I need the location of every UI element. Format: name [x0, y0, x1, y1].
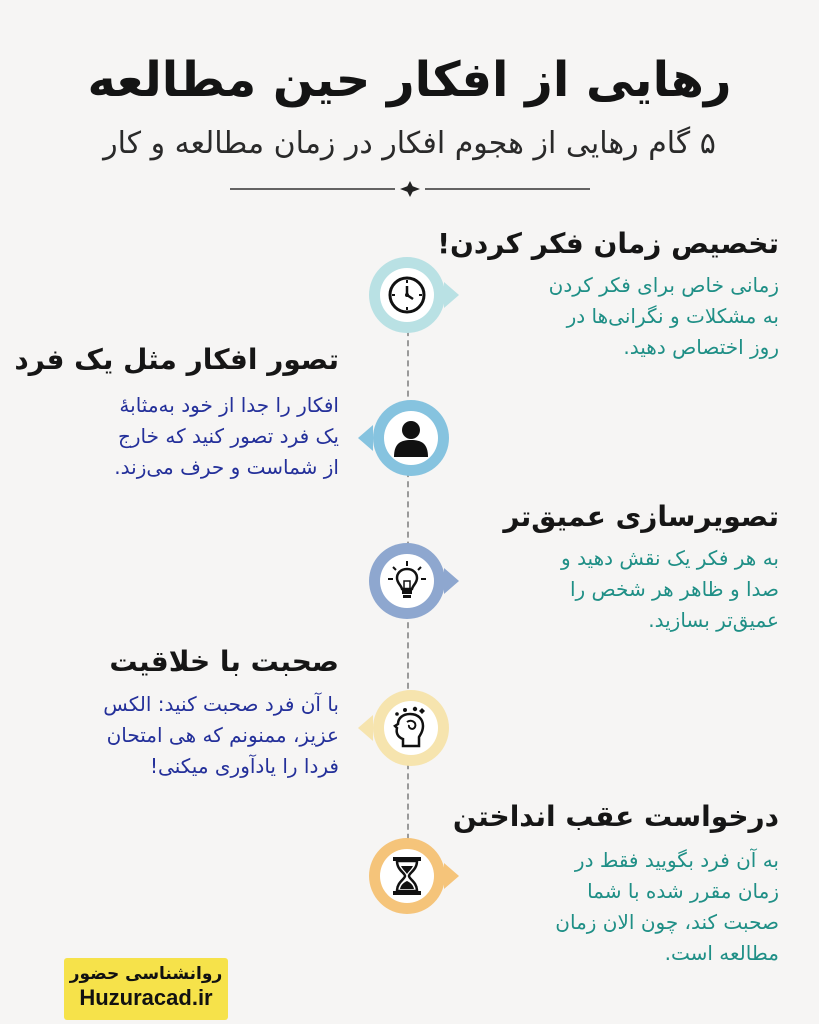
step-4-line-1: با آن فرد صحبت کنید: الکس: [103, 692, 339, 716]
ornament-divider: [230, 175, 590, 205]
step-2-title: تصور افکار مثل یک فرد: [14, 343, 339, 376]
logo-website-text: Huzuracad.ir: [79, 985, 213, 1010]
step-5-line-4: مطالعه است.: [664, 941, 779, 965]
step-4-line-3: فردا را یادآوری میکنی!: [150, 754, 339, 778]
step-5-line-1: به آن فرد بگویید فقط در: [574, 848, 779, 872]
step-3-title: تصویرسازی عمیق‌تر: [503, 500, 779, 533]
brand-logo: [64, 958, 228, 1020]
step-1-pointer: [444, 282, 459, 308]
step-1-node: [369, 257, 445, 333]
step-3-line-3: عمیق‌تر بسازید.: [648, 608, 779, 632]
page-subtitle: ۵ گام رهایی از هجوم افکار در زمان مطالعه و کار: [103, 126, 716, 161]
step-1-description: [549, 270, 779, 363]
step-1-line-2: به مشکلات و نگرانی‌ها در: [566, 304, 779, 328]
clock-icon: [387, 275, 427, 315]
step-4-title: صحبت با خلاقیت: [109, 645, 339, 678]
step-3-line-2: صدا و ظاهر هر شخص را: [569, 577, 779, 601]
step-2-line-2: یک فرد تصور کنید که خارج: [117, 424, 339, 448]
step-5-description: [555, 845, 779, 969]
creative-head-icon: [389, 706, 433, 750]
step-5-line-2: زمان مقرر شده با شما: [587, 879, 779, 903]
page-title: رهایی از افکار حین مطالعه: [87, 52, 732, 108]
step-2-pointer: [358, 425, 373, 451]
step-2-description: [114, 390, 339, 483]
step-5-line-3: صحبت کند، چون الان زمان: [555, 910, 779, 934]
step-5-title: درخواست عقب انداختن: [452, 800, 779, 833]
step-1-line-1: زمانی خاص برای فکر کردن: [548, 273, 779, 297]
step-2-line-3: از شماست و حرف می‌زند.: [114, 455, 339, 479]
hourglass-icon: [387, 854, 427, 898]
step-3-node: [369, 543, 445, 619]
step-4-node: [373, 690, 449, 766]
step-3-pointer: [444, 568, 459, 594]
step-4-description: [103, 689, 339, 782]
step-4-pointer: [358, 715, 373, 741]
step-3-description: [561, 543, 779, 636]
step-5-pointer: [444, 863, 459, 889]
lightbulb-icon: [385, 559, 429, 603]
step-4-line-2: عزیز، ممنونم که هی امتحان: [106, 723, 339, 747]
person-icon: [390, 417, 432, 459]
step-3-line-1: به هر فکر یک نقش دهید و: [561, 546, 779, 570]
step-2-node: [373, 400, 449, 476]
step-5-node: [369, 838, 445, 914]
step-2-line-1: افکار را جدا از خود به‌مثابهٔ: [119, 393, 339, 417]
logo-persian-text: روانشناسی حضور: [69, 964, 223, 984]
step-1-line-3: روز اختصاص دهید.: [623, 335, 779, 359]
step-1-title: تخصیص زمان فکر کردن!: [437, 227, 779, 260]
